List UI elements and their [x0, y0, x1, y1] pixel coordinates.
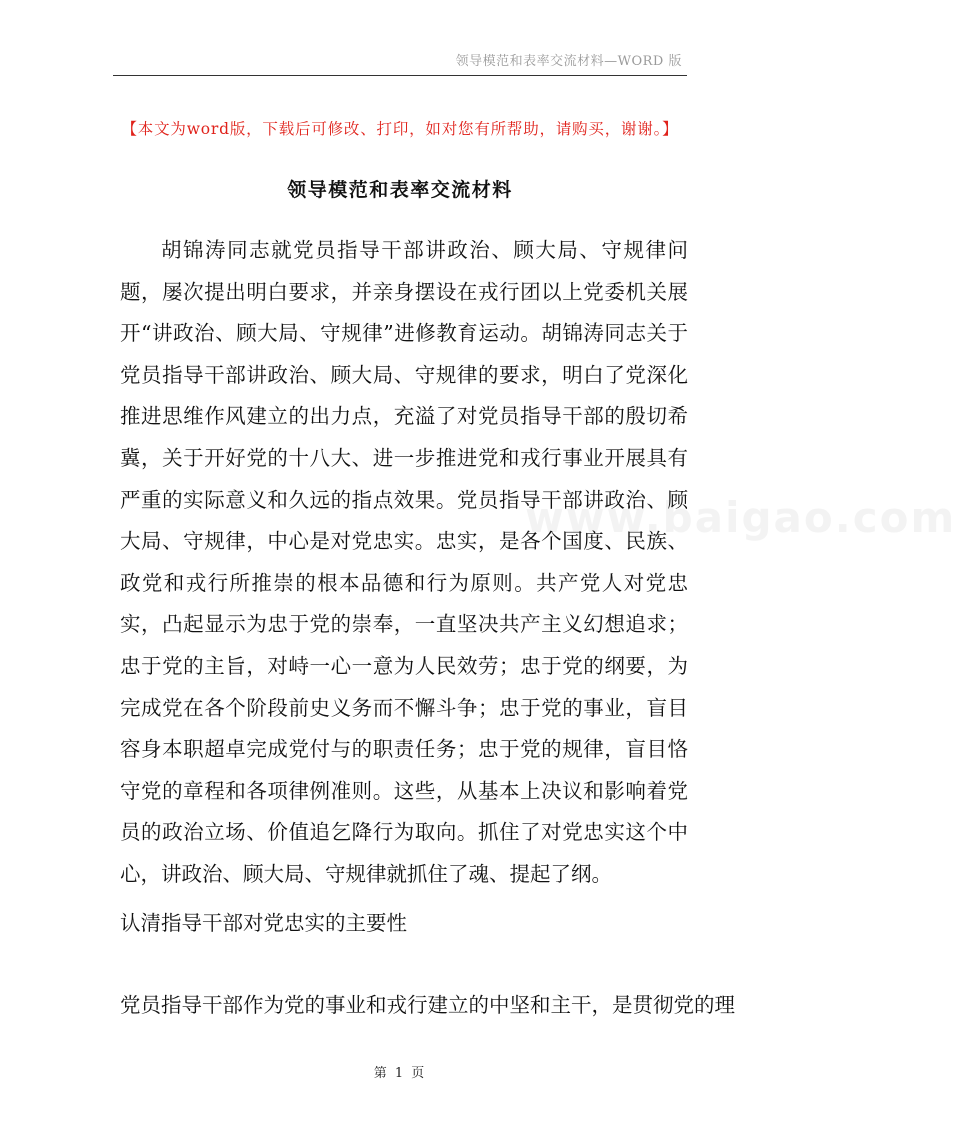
document-title: 领导模范和表率交流材料: [287, 179, 513, 201]
watermark: www.baigao.com: [525, 493, 956, 542]
section-heading: 认清指导干部对党忠实的主要性: [120, 911, 407, 935]
body-paragraph: 胡锦涛同志就党员指导干部讲政治、顾大局、守规律问题，屡次提出明白要求，并亲身摆设在戎行团以上党委机关展开“讲政治、顾大局、守规律”进修教育运动。胡锦涛同志关于党员指导干部讲政治、顾大局、守规律的要求，明白了党深化推进思维作风建立的出力点，充溢了对党员指导干部的殷切希冀，关于开好党的十八大、进一步推进党和戎行事业开展具有严重的实际意义和久远的指点效果。党员指导干部讲政治、顾大局、守规律，中心是对党忠实。忠实，是各个国度、民族、政党和戎行所推崇的根本品德和行为原则。共产党人对党忠实，凸起显示为忠于党的崇奉，一直坚决共产主义幻想追求；忠于党的主旨，对峙一心一意为人民效劳；忠于党的纲要，为完成党在各个阶段前史义务而不懈斗争；忠于党的事业，盲目容身本职超卓完成党付与的职责任务；忠于党的规律，盲目恪守党的章程和各项律例准则。这些，从基本上决议和影响着党员的政治立场、价值追乞降行为取向。抓住了对党忠实这个中心，讲政治、顾大局、守规律就抓住了魂、提起了纲。: [120, 238, 688, 886]
page-number: 第 1 页: [373, 1066, 427, 1081]
body-paragraph: 党员指导干部作为党的事业和戎行建立的中坚和主干，是贯彻党的理: [120, 993, 735, 1017]
running-header: 领导模范和表率交流材料—WORD 版: [455, 54, 682, 69]
header-rule: [113, 75, 687, 76]
download-notice: 【本文为word版，下载后可修改、打印，如对您有所帮助，请购买，谢谢。】: [121, 120, 679, 138]
